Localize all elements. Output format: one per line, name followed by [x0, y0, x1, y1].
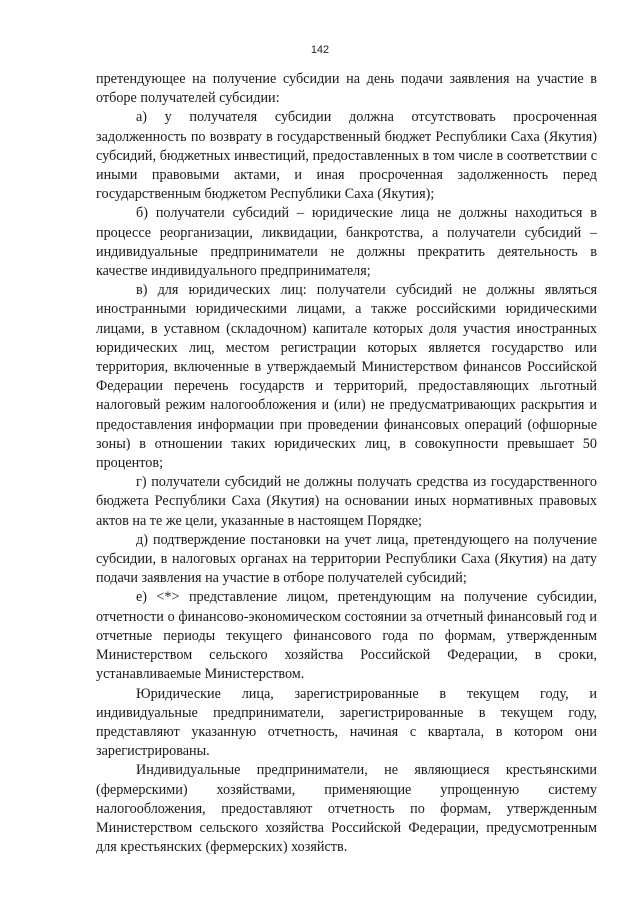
paragraph-intro: претендующее на получение субсидии на день подачи заявления на участие в отборе получателей субсидии: [96, 71, 597, 107]
paragraph-legal-entities: Юридические лица, зарегистрированные в текущем году, и индивидуальные предприниматели, зарегистрированные в текущем году, представляют указанную отчетность, начиная с квартала, в котором они зарегистрированы. [96, 685, 597, 760]
paragraph-item-b: б) получатели субсидий – юридические лица не должны находиться в процессе реорганизации, ликвидации, банкротства, а получатели субсидий – индивидуальные предприниматели не должны прекратить деятельность в качестве индивидуального предпринимателя; [96, 205, 597, 280]
paragraph-item-e: е) <*> представление лицом, претендующим на получение субсидии, отчетности о финансово-экономическом состоянии за отчетный финансовый год и отчетные периоды текущего финансового года по формам, утвержденным Министерством сельского хозяйства Российской Федерации, в сроки, устанавливаемые Министерством. [96, 589, 597, 683]
paragraph-item-a: а) у получателя субсидии должна отсутствовать просроченная задолженность по возврату в государственный бюджет Республики Саха (Якутия) субсидий, бюджетных инвестиций, предоставленных в том числе в соответствии с иными правовыми актами, и иная просроченная задолженность перед государственным бюджетом Республики Саха (Якутия); [96, 109, 597, 203]
page-number: 142 [310, 44, 330, 56]
paragraph-item-d: д) подтверждение постановки на учет лица, претендующего на получение субсидии, в налоговых органах на территории Республики Саха (Якутия) на дату подачи заявления на участие в отборе получателей субсидий; [96, 531, 597, 587]
document-body [96, 70, 597, 857]
paragraph-individual-entrepreneurs: Индивидуальные предприниматели, не являющиеся крестьянскими (фермерскими) хозяйствами, применяющие упрощенную систему налогообложения, предоставляют отчетность по формам, утвержденным Министерством сельского хозяйства Российской Федерации, предусмотренным для крестьянских (фермерских) хозяйств. [96, 762, 597, 856]
paragraph-item-v: в) для юридических лиц: получатели субсидий не должны являться иностранными юридическими лицами, а также российскими юридическими лицами, в уставном (складочном) капитале которых доля участия иностранных юридических лиц, местом регистрации которых является государство или территория, включенные в утверждаемый Министерством финансов Российской Федерации перечень государств и территорий, предоставляющих льготный налоговый режим налогообложения и (или) не предусматривающих раскрытия и предоставления информации при проведении финансовых операций (офшорные зоны) в отношении таких юридических лиц, в совокупности превышает 50 процентов; [96, 282, 597, 472]
paragraph-item-g: г) получатели субсидий не должны получать средства из государственного бюджета Республики Саха (Якутия) на основании иных нормативных правовых актов на те же цели, указанные в настоящем Порядке; [96, 474, 597, 529]
